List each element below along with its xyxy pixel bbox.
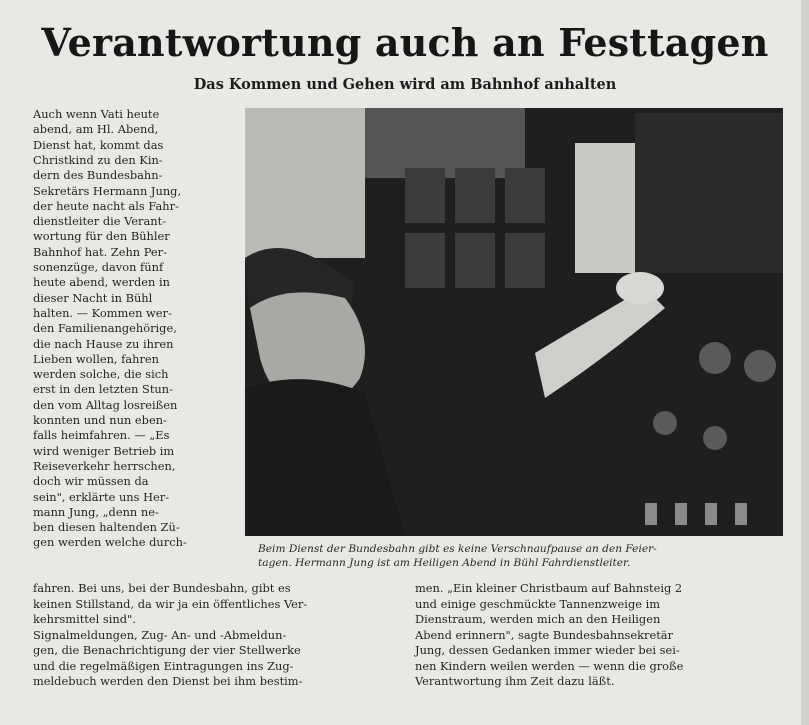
article-line: falls heimfahren. — „Es bbox=[33, 428, 170, 443]
article-line: Reiseverkehr herrschen, bbox=[33, 458, 176, 473]
article-line: meldebuch werden den Dienst bei ihm bestim- bbox=[33, 674, 303, 688]
article-line: mann Jung, „denn ne- bbox=[33, 504, 159, 519]
article-line: den vom Alltag losreißen bbox=[33, 397, 178, 412]
article-line: Auch wenn Vati heute bbox=[33, 107, 160, 121]
article-line: fahren. Bei uns, bei der Bundesbahn, gibt es bbox=[33, 581, 291, 595]
article-line: ben diesen haltenden Zü- bbox=[33, 520, 180, 535]
article-line: wird weniger Betrieb im bbox=[33, 443, 175, 458]
article-line: dieser Nacht in Bühl bbox=[33, 290, 153, 305]
article-line: Abend erinnern", sagte Bundesbahnsekretär bbox=[415, 627, 674, 642]
article-line: gen, die Benachrichtigung der vier Stellwerke bbox=[33, 643, 301, 657]
article-line: Dienstraum, werden mich an den Heiligen bbox=[415, 612, 661, 626]
article-line: keinen Stillstand, da wir ja ein öffentliches Ver- bbox=[33, 596, 308, 611]
article-line: halten. — Kommen wer- bbox=[33, 305, 172, 320]
article-line: wortung für den Bühler bbox=[33, 229, 170, 244]
article-line: Bahnhof hat. Zehn Per- bbox=[33, 244, 167, 259]
caption-line: tagen. Hermann Jung ist am Heiligen Abend in Bühl Fahrdienstleiter. bbox=[258, 557, 631, 569]
article-line: men. „Ein kleiner Christbaum auf Bahnsteig 2 bbox=[415, 581, 683, 595]
caption-line: Beim Dienst der Bundesbahn gibt es keine Verschnaufpause an den Feier- bbox=[258, 543, 657, 555]
article-line: konnten und nun eben- bbox=[33, 413, 167, 427]
article-line: Dienst hat, kommt das bbox=[33, 137, 164, 152]
subheadline: Das Kommen und Gehen wird am Bahnhof anhalten bbox=[193, 76, 617, 93]
article-line: und einige geschmückte Tannenzweige im bbox=[415, 596, 661, 611]
article-line: doch wir müssen da bbox=[33, 474, 149, 489]
article-line: heute abend, werden in bbox=[33, 275, 170, 290]
article-line: sonenzüge, davon fünf bbox=[33, 260, 164, 274]
article-line: Christkind zu den Kin- bbox=[33, 152, 163, 167]
article-line: werden solche, die sich bbox=[33, 367, 169, 382]
article-line: den Familienangehörige, bbox=[33, 321, 177, 336]
article-line: sein", erklärte uns Her- bbox=[33, 489, 170, 504]
photo-railway-officer bbox=[245, 108, 783, 536]
article-line: Jung, dessen Gedanken immer wieder bei sei- bbox=[415, 643, 680, 657]
article-line: Verantwortung ihm Zeit dazu läßt. bbox=[415, 674, 615, 688]
article-line: der heute nacht als Fahr- bbox=[33, 198, 179, 213]
article-line: abend, am Hl. Abend, bbox=[33, 122, 159, 137]
page-edge bbox=[801, 0, 809, 725]
article-line: Sekretärs Hermann Jung, bbox=[33, 183, 182, 198]
article-line: Lieben wollen, fahren bbox=[33, 351, 160, 366]
article-line: kehrsmittel sind". bbox=[33, 612, 136, 626]
article-line: gen werden welche durch- bbox=[33, 535, 187, 550]
article-line: dienstleiter die Verant- bbox=[33, 214, 167, 229]
headline: Verantwortung auch an Festtagen bbox=[41, 20, 769, 65]
article-line: die nach Hause zu ihren bbox=[33, 336, 174, 351]
article-line: Signalmeldungen, Zug- An- und -Abmeldun- bbox=[33, 627, 287, 642]
article-line: und die regelmäßigen Eintragungen ins Zug- bbox=[33, 658, 294, 673]
article-line: erst in den letzten Stun- bbox=[33, 382, 173, 397]
article-line: dern des Bundesbahn- bbox=[33, 168, 163, 183]
article-line: nen Kindern weilen werden — wenn die große bbox=[415, 658, 684, 673]
